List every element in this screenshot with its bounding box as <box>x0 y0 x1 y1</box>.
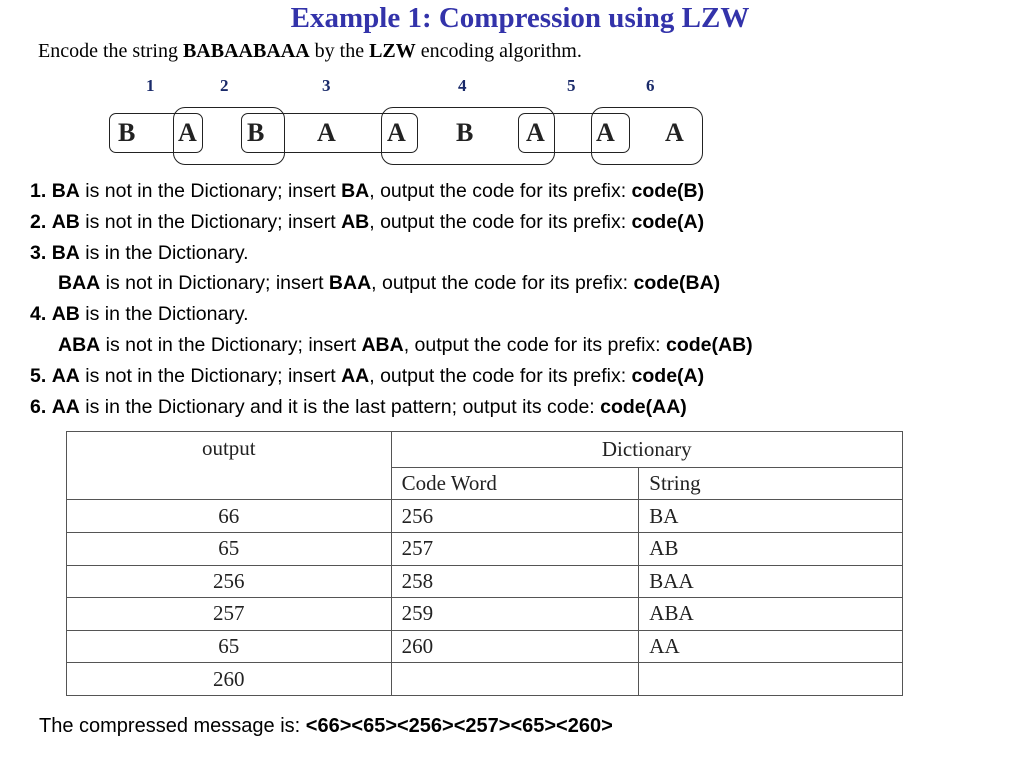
step-insert: BA <box>341 180 370 202</box>
step-number: 3 <box>322 76 331 95</box>
string-cell: BA <box>639 500 903 533</box>
step-num: 2. <box>30 210 47 233</box>
step-insert: AA <box>341 364 370 387</box>
compressed-message <box>39 715 613 738</box>
step-text: is not in the Dictionary; insert <box>79 210 342 233</box>
step-code: code(A) <box>631 210 705 233</box>
step-text: , output the code for its prefix: <box>369 180 632 202</box>
codeword-cell: 260 <box>391 630 639 663</box>
codeword-cell: 259 <box>391 598 639 631</box>
step-number: 6 <box>646 76 655 95</box>
step-text: , output the code for its prefix: <box>371 272 634 295</box>
step-text: , output the code for its prefix: <box>403 333 667 356</box>
output-cell: 256 <box>67 565 392 598</box>
step-pattern: AA <box>51 364 80 387</box>
step-text: is not in the Dictionary; insert <box>100 333 362 356</box>
compressed-value: <66><65><256><257><65><260> <box>305 715 613 737</box>
table-row <box>67 500 903 533</box>
step-text: , output the code for its prefix: <box>369 364 632 387</box>
steps-list <box>30 176 1020 422</box>
step-line <box>30 299 1020 330</box>
step-code: code(BA) <box>633 272 721 295</box>
step-code: code(AA) <box>600 395 687 418</box>
string-letter: B <box>118 118 136 147</box>
step-number: 1 <box>146 76 155 95</box>
step-line <box>30 238 1020 269</box>
step-pattern: AB <box>51 210 80 233</box>
output-cell: 66 <box>67 500 392 533</box>
step-code: code(B) <box>631 180 705 202</box>
step-code: code(AB) <box>666 333 753 356</box>
codeword-cell: 257 <box>391 532 639 565</box>
step-number: 5 <box>567 76 576 95</box>
parse-diagram <box>0 70 760 175</box>
string-header: String <box>639 467 903 500</box>
string-cell: ABA <box>639 598 903 631</box>
step-text: is in the Dictionary and it is the last pattern; output its code: <box>79 395 601 418</box>
codeword-header: Code Word <box>391 467 639 500</box>
step-num: 1. <box>30 180 47 202</box>
subtitle-pre: Encode the string <box>38 40 183 62</box>
subtitle-mid: by the <box>309 40 370 62</box>
table-row <box>67 532 903 565</box>
step-text: is in the Dictionary. <box>79 241 249 264</box>
subtitle-post: encoding algorithm. <box>415 40 582 62</box>
codeword-cell <box>391 663 639 696</box>
output-cell: 257 <box>67 598 392 631</box>
step-line <box>30 268 1020 299</box>
step-text: , output the code for its prefix: <box>369 210 632 233</box>
step-line <box>30 330 1020 361</box>
table-row <box>67 630 903 663</box>
step-num: 6. <box>30 395 47 418</box>
string-letter: B <box>247 118 265 147</box>
subtitle-algorithm: LZW <box>369 40 416 62</box>
step-number: 4 <box>458 76 467 95</box>
string-letter: A <box>317 118 336 147</box>
step-insert: ABA <box>361 333 404 356</box>
step-pattern: BA <box>51 180 80 202</box>
string-cell: AA <box>639 630 903 663</box>
string-letter: A <box>387 118 406 147</box>
output-header: output <box>67 432 392 500</box>
string-cell: AB <box>639 532 903 565</box>
table-header-row <box>67 432 903 468</box>
step-pattern: AB <box>51 303 80 326</box>
step-num: 3. <box>30 241 47 264</box>
step-pattern: ABA <box>58 333 101 356</box>
codeword-cell: 256 <box>391 500 639 533</box>
string-letter: A <box>665 118 684 147</box>
step-text: is in the Dictionary. <box>79 303 249 326</box>
codeword-cell: 258 <box>391 565 639 598</box>
step-text: is not in the Dictionary; insert <box>79 180 342 202</box>
output-cell: 65 <box>67 630 392 663</box>
step-line <box>30 392 1020 423</box>
step-number: 2 <box>220 76 229 95</box>
string-letter: A <box>596 118 615 147</box>
step-pattern: BAA <box>58 272 101 295</box>
step-pattern: BA <box>51 241 80 264</box>
table-row <box>67 598 903 631</box>
dictionary-header: Dictionary <box>391 432 902 468</box>
page-title: Example 1: Compression using LZW <box>290 2 750 34</box>
lzw-table <box>66 431 903 696</box>
step-text: is not in Dictionary; insert <box>100 272 329 295</box>
string-cell <box>639 663 903 696</box>
compressed-label: The compressed message is: <box>39 715 306 737</box>
step-insert: BAA <box>328 272 372 295</box>
step-code: code(A) <box>631 364 705 387</box>
step-num: 4. <box>30 303 47 326</box>
string-letter: A <box>178 118 197 147</box>
output-cell: 65 <box>67 532 392 565</box>
output-cell: 260 <box>67 663 392 696</box>
subtitle <box>38 40 582 63</box>
step-pattern: AA <box>51 395 80 418</box>
table-row <box>67 663 903 696</box>
step-line <box>30 176 1020 207</box>
step-line <box>30 207 1020 238</box>
subtitle-string: BABAABAAA <box>182 40 310 62</box>
string-cell: BAA <box>639 565 903 598</box>
string-letter: A <box>526 118 545 147</box>
step-line <box>30 361 1020 392</box>
step-insert: AB <box>341 210 370 233</box>
step-num: 5. <box>30 364 47 387</box>
string-letter: B <box>456 118 474 147</box>
step-text: is not in the Dictionary; insert <box>79 364 342 387</box>
table-row <box>67 565 903 598</box>
